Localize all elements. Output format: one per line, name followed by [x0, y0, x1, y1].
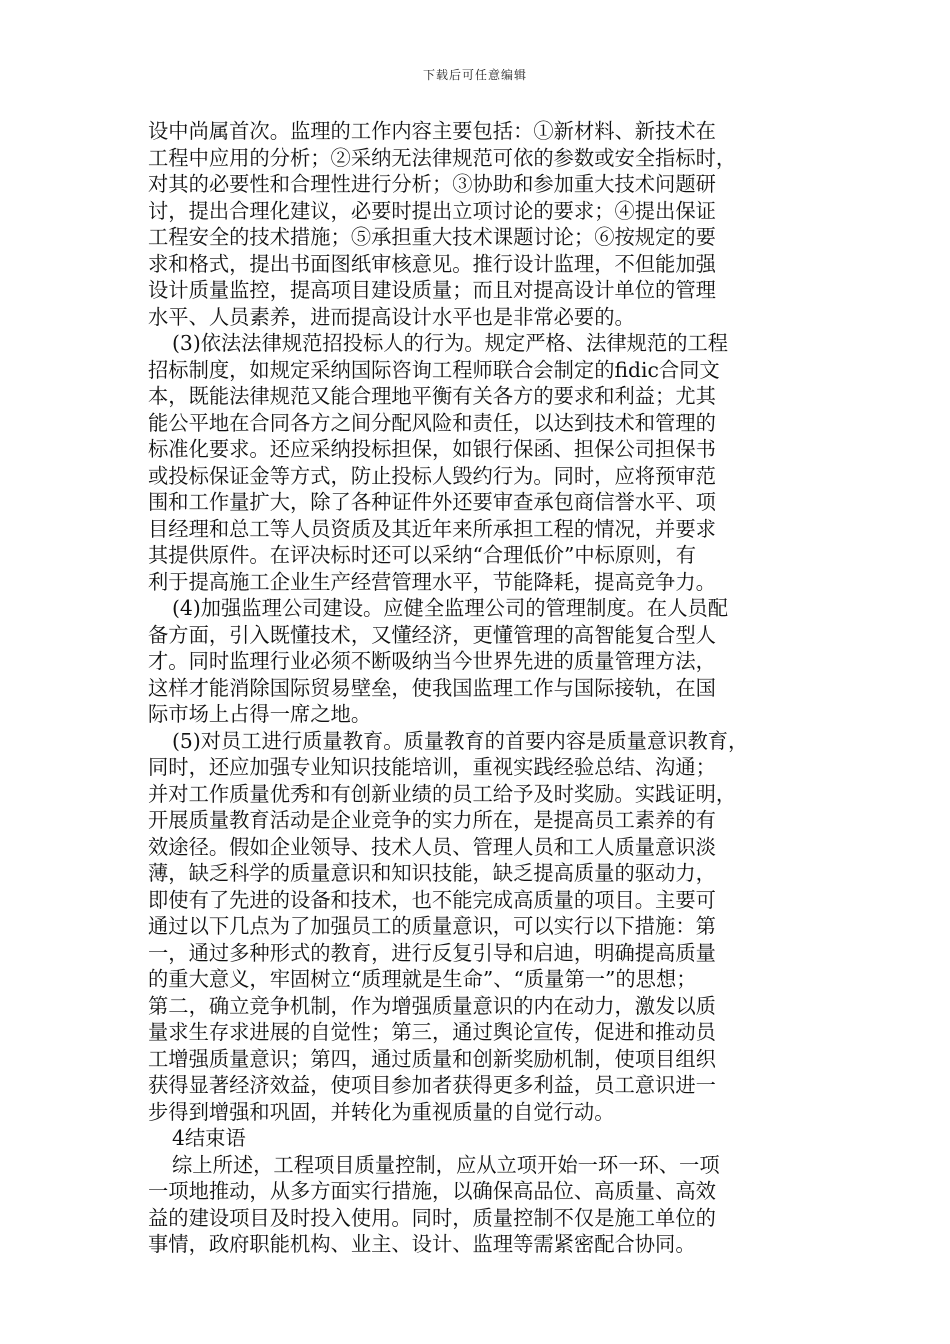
text-line: 围和工作量扩大，除了各种证件外还要审查承包商信誉水平、项 [148, 490, 716, 514]
body-text [148, 118, 800, 1258]
text-line: 一项地推动，从多方面实行措施，以确保高品位、高质量、高效 [148, 1179, 716, 1203]
text-line: 求和格式，提出书面图纸审核意见。推行设计监理，不但能加强 [148, 251, 716, 276]
text-line: 第二，确立竞争机制，作为增强质量意识的内在动力，激发以质 [148, 993, 716, 1018]
text-line: 设中尚属首次。监理的工作内容主要包括：①新材料、新技术在 [148, 119, 716, 143]
text-line: 其提供原件。在评决标时还可以采纳“合理低价”中标原则，有 [148, 543, 697, 567]
text-line: 量求生存求进展的自觉性；第三，通过舆论宣传，促进和推动员 [148, 1020, 716, 1044]
text-line: 一，通过多种形式的教育，进行反复引导和启迪，明确提高质量 [148, 940, 716, 965]
text-line: 备方面，引入既懂技术，又懂经济，更懂管理的高智能复合型人 [148, 622, 716, 647]
text-line: 才。同时监理行业必须不断吸纳当今世界先进的质量管理方法， [148, 649, 716, 673]
text-line: 事情，政府职能机构、业主、设计、监理等需紧密配合协同。 [148, 1232, 696, 1256]
text-line: 步得到增强和巩固，并转化为重视质量的自觉行动。 [148, 1099, 615, 1124]
text-line: 目经理和总工等人员资质及其近年来所承担工程的情况，并要求 [148, 516, 716, 541]
text-line: 本，既能法律规范又能合理地平衡有关各方的要求和利益；尤其 [148, 384, 716, 408]
text-line: 这样才能消除国际贸易壁垒，使我国监理工作与国际接轨，在国 [148, 675, 716, 700]
text-line: 水平、人员素养，进而提高设计水平也是非常必要的。 [148, 304, 635, 329]
text-line: 标准化要求。还应采纳投标担保，如银行保函、担保公司担保书 [148, 437, 716, 461]
text-line: 工程中应用的分析；②采纳无法律规范可依的参数或安全指标时， [148, 145, 737, 170]
text-line: 获得显著经济效益，使项目参加者获得更多利益，员工意识进一 [148, 1073, 716, 1097]
text-line: 4结束语 [172, 1126, 246, 1150]
text-line: 招标制度，如规定采纳国际咨询工程师联合会制定的fidic合同文 [148, 357, 720, 382]
text-line: 对其的必要性和合理性进行分析；③协助和参加重大技术问题研 [148, 172, 716, 196]
text-line: 薄，缺乏科学的质量意识和知识技能，缺乏提高质量的驱动力， [148, 861, 716, 885]
text-line: 工程安全的技术措施；⑤承担重大技术课题讨论；⑥按规定的要 [148, 225, 716, 249]
text-line: 工增强质量意识；第四，通过质量和创新奖励机制，使项目组织 [148, 1046, 716, 1071]
page-header: 下载后可任意编辑 [422, 68, 527, 82]
text-line: 或投标保证金等方式，防止投标人毁约行为。同时，应将预审范 [148, 463, 716, 488]
text-line: 综上所述，工程项目质量控制，应从立项开始一环一环、一项 [172, 1152, 720, 1177]
text-line: 同时，还应加强专业知识技能培训，重视实践经验总结、沟通； [148, 755, 716, 779]
text-line: 益的建设项目及时投入使用。同时，质量控制不仅是施工单位的 [148, 1205, 716, 1230]
text-line: 讨，提出合理化建议，必要时提出立项讨论的要求；④提出保证 [148, 198, 716, 223]
text-line: (4)加强监理公司建设。应健全监理公司的管理制度。在人员配 [172, 596, 729, 620]
text-line: 效途径。假如企业领导、技术人员、管理人员和工人质量意识淡 [148, 834, 716, 859]
text-line: 际市场上占得一席之地。 [148, 702, 372, 726]
text-line: 的重大意义，牢固树立“质理就是生命”、“质量第一”的思想； [148, 967, 697, 991]
text-line: (3)依法法律规范招投标人的行为。规定严格、法律规范的工程 [172, 331, 729, 355]
text-line: 能公平地在合同各方之间分配风险和责任，以达到技术和管理的 [148, 410, 716, 435]
text-line: 即使有了先进的设备和技术，也不能完成高质量的项目。主要可 [148, 887, 716, 912]
text-line: 并对工作质量优秀和有创新业绩的员工给予及时奖励。实践证明， [148, 781, 737, 806]
text-line: 利于提高施工企业生产经营管理水平，节能降耗，提高竞争力。 [148, 569, 716, 594]
text-line: (5)对员工进行质量教育。质量教育的首要内容是质量意识教育， [172, 728, 749, 753]
text-line: 设计质量监控，提高项目建设质量；而且对提高设计单位的管理 [148, 278, 716, 302]
text-line: 开展质量教育活动是企业竞争的实力所在，是提高员工素养的有 [148, 808, 716, 832]
text-line: 通过以下几点为了加强员工的质量意识，可以实行以下措施：第 [148, 914, 716, 938]
